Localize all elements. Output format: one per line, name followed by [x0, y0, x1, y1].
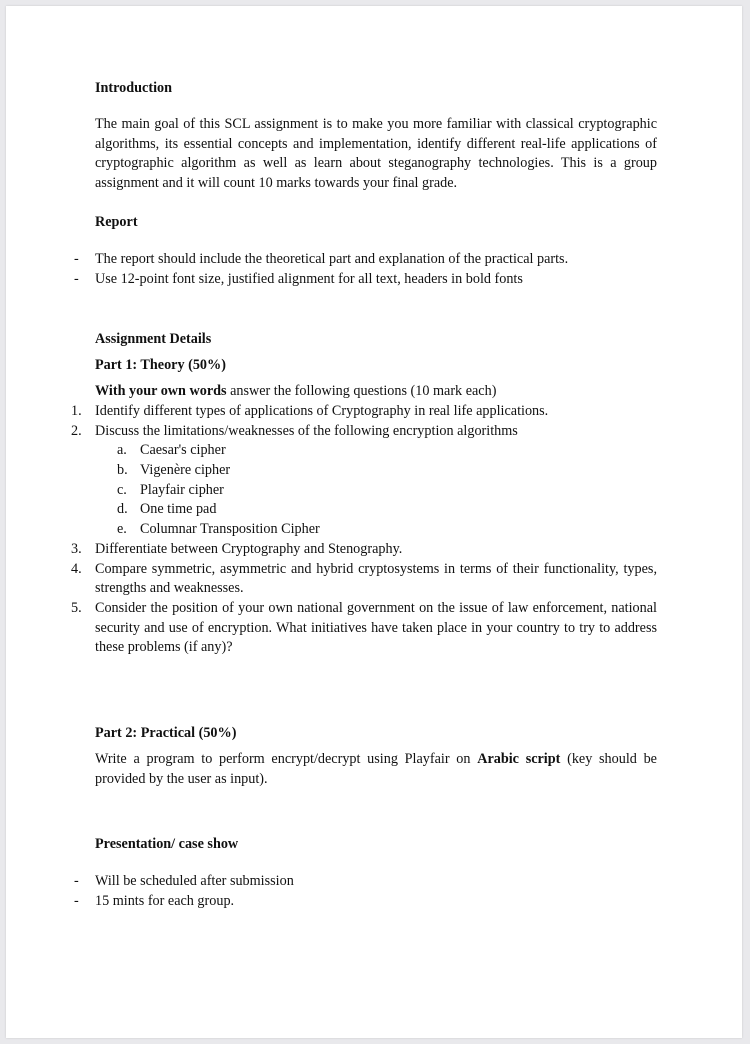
part2-text-before: Write a program to perform encrypt/decrypt using Playfair on: [95, 751, 478, 767]
algorithm-letter: e.: [117, 521, 127, 538]
question-text: Discuss the limitations/weaknesses of the following encryption algorithms: [95, 422, 518, 439]
presentation-bullet-text: 15 mints for each group.: [95, 892, 235, 909]
presentation-bullet-text: Will be scheduled after submission: [95, 873, 294, 889]
question-text: Identify different types of applications of Cryptography in real life applications.: [95, 403, 549, 419]
report-heading: Report: [95, 214, 138, 230]
presentation-bullet-item: [51, 891, 657, 911]
algorithm-name: Vigenère cipher: [140, 462, 231, 479]
report-bullet-list: [51, 249, 657, 288]
question-item: [51, 540, 657, 560]
question-item: [51, 422, 657, 442]
part2-text-after: (key should be provided by the user as input).: [95, 751, 657, 787]
part1-heading: Part 1: Theory (50%): [95, 357, 226, 373]
part2-text-emphasis: Arabic script: [477, 751, 561, 767]
question-item: [51, 560, 657, 599]
document-page: [6, 6, 742, 1038]
algorithm-name: Playfair cipher: [140, 481, 224, 498]
algorithm-letter: a.: [117, 442, 127, 459]
question-list: [51, 402, 657, 658]
algorithm-letter: c.: [117, 481, 127, 498]
question-number: 1.: [71, 403, 82, 419]
question-item: [51, 402, 657, 422]
bullet-dash: -: [74, 251, 79, 267]
introduction-heading: Introduction: [95, 80, 172, 96]
algorithm-letter: d.: [117, 501, 128, 518]
bullet-dash: -: [74, 270, 79, 287]
assignment-details-heading: Assignment Details: [95, 331, 212, 347]
presentation-bullet-list: [51, 871, 657, 910]
question-text: Compare symmetric, asymmetric and hybrid cryptosystems in terms of their functionality, types, strengths and weaknesses.: [95, 560, 657, 597]
part2-heading: Part 2: Practical (50%): [95, 725, 237, 741]
algorithm-sublist: [51, 441, 657, 539]
report-bullet-item: [51, 249, 657, 269]
introduction-paragraph: The main goal of this SCL assignment is to make you more familiar with classical cryptographic algorithms, its essential concepts and implementation, identify different real-life applications of cryptographic algorithm as well as learn about steganography technologies. This is a group assignment and it will count 10 marks towards your final grade.: [95, 116, 657, 191]
question-number: 3.: [71, 540, 82, 557]
report-bullet-item: [51, 269, 657, 289]
question-number: 2.: [71, 422, 82, 439]
bullet-dash: -: [74, 892, 79, 909]
part1-instruction: [95, 381, 657, 401]
algorithm-item: [51, 441, 657, 461]
algorithm-letter: b.: [117, 462, 128, 479]
report-bullet-text: Use 12-point font size, justified alignment for all text, headers in bold fonts: [95, 270, 523, 287]
report-bullet-text: The report should include the theoretical part and explanation of the practical parts.: [95, 251, 569, 267]
question-text: Differentiate between Cryptography and Stenography.: [95, 540, 403, 557]
algorithm-item: [51, 500, 657, 520]
question-text: Consider the position of your own national government on the issue of law enforcement, national security and use of encryption. What initiatives have taken place in your country to try to address these problems (if any)?: [95, 599, 657, 656]
question-number: 4.: [71, 560, 82, 577]
algorithm-name: Columnar Transposition Cipher: [140, 521, 320, 538]
question-number: 5.: [71, 599, 82, 616]
algorithm-item: [51, 481, 657, 501]
algorithm-item: [51, 461, 657, 481]
algorithm-item: [51, 520, 657, 540]
part2-paragraph: [95, 750, 657, 789]
question-item: [51, 599, 657, 658]
instruction-emphasis: With your own words: [95, 383, 227, 399]
bullet-dash: -: [74, 873, 79, 889]
presentation-heading: Presentation/ case show: [95, 836, 239, 852]
algorithm-name: One time pad: [140, 501, 217, 518]
instruction-text: answer the following questions (10 mark each): [226, 383, 497, 399]
presentation-bullet-item: [51, 871, 657, 891]
algorithm-name: Caesar's cipher: [140, 442, 226, 459]
algorithm-sublist-wrapper: [51, 441, 657, 539]
